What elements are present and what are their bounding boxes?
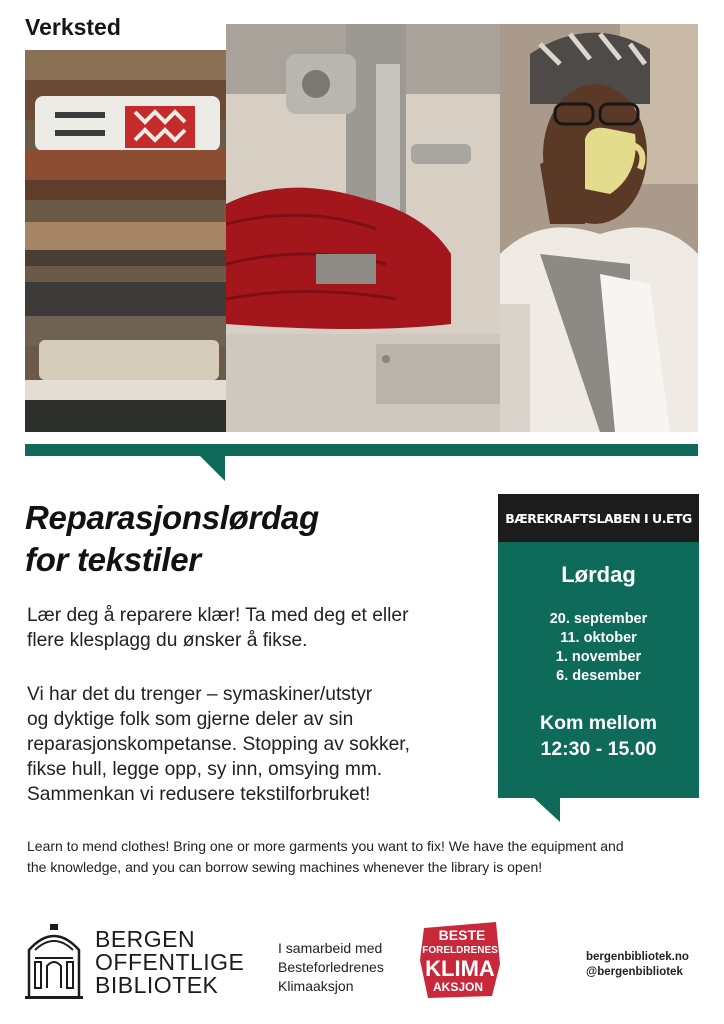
social-handle: @bergenbibliotek: [586, 966, 683, 978]
body-line-2: og dyktige folk som gjerne deler av sin: [27, 709, 354, 730]
event-schedule: [498, 542, 699, 798]
library-name-line: OFFENTLIGE: [95, 949, 245, 975]
body-paragraph: [27, 682, 487, 807]
event-date: 11. oktober: [560, 630, 637, 646]
event-date: 6. desember: [556, 668, 641, 684]
collaboration-line: Besteforledrenes: [278, 959, 384, 975]
body-line-1: Vi har det du trenger – symaskiner/utstyr: [27, 684, 373, 705]
category-label: Verksted: [25, 14, 121, 40]
event-title: [25, 497, 485, 581]
partner-logo-text: FORELDRENES: [422, 945, 498, 956]
website-link[interactable]: bergenbibliotek.no: [586, 951, 689, 963]
body-line-4: fikse hull, legge opp, sy inn, omsying mm.: [27, 759, 383, 780]
event-day: Lørdag: [561, 562, 636, 587]
event-info-box: [498, 494, 699, 798]
partner-logo-text: BESTE: [438, 927, 486, 943]
event-title-line-1: Reparasjonslørdag: [25, 499, 319, 536]
collaboration-note: [278, 939, 384, 996]
photo-collage: [25, 24, 698, 432]
english-summary: [27, 836, 707, 878]
english-line-1: Learn to mend clothes! Bring one or more garments you want to fix! We have the equipment and: [27, 838, 624, 854]
contact-info: [586, 950, 689, 980]
body-line-5: Sammenkan vi redusere tekstilforbruket!: [27, 784, 371, 805]
info-box-pointer: [534, 798, 560, 822]
accent-bar: [25, 444, 698, 456]
sewing-machine-photo: [226, 24, 500, 432]
body-line-3: reparasjonskompetanse. Stopping av sokker,: [27, 734, 410, 755]
english-line-2: the knowledge, and you can borrow sewing machines whenever the library is open!: [27, 859, 543, 875]
collaboration-line: Klimaaksjon: [278, 978, 354, 994]
klimaaksjon-logo: [418, 920, 502, 1000]
event-time: 12:30 - 15.00: [540, 738, 657, 760]
folded-clothes-photo: [25, 50, 226, 432]
partner-logo-text: KLIMA: [425, 956, 495, 981]
event-title-line-2: for tekstiler: [25, 541, 201, 578]
library-name: [95, 928, 244, 997]
accent-bar-pointer: [199, 455, 225, 481]
intro-paragraph: [27, 603, 487, 653]
library-name-line: BERGEN: [95, 926, 196, 952]
event-time-block: [498, 710, 699, 762]
event-time-label: Kom mellom: [539, 712, 658, 734]
intro-line-2: flere klesplagg du ønsker å fikse.: [27, 630, 308, 651]
library-name-line: BIBLIOTEK: [95, 972, 219, 998]
event-date: 20. september: [549, 611, 648, 627]
event-location: BÆREKRAFTSLABEN I U.ETG: [498, 494, 699, 542]
woman-drinking-coffee-photo: [500, 24, 698, 432]
partner-logo-text: AKSJON: [432, 980, 484, 994]
event-dates: [498, 610, 699, 686]
library-building-icon: [23, 920, 85, 1000]
collaboration-line: I samarbeid med: [278, 940, 383, 956]
intro-line-1: Lær deg å reparere klær! Ta med deg et eller: [27, 605, 409, 626]
event-date: 1. november: [555, 649, 642, 665]
